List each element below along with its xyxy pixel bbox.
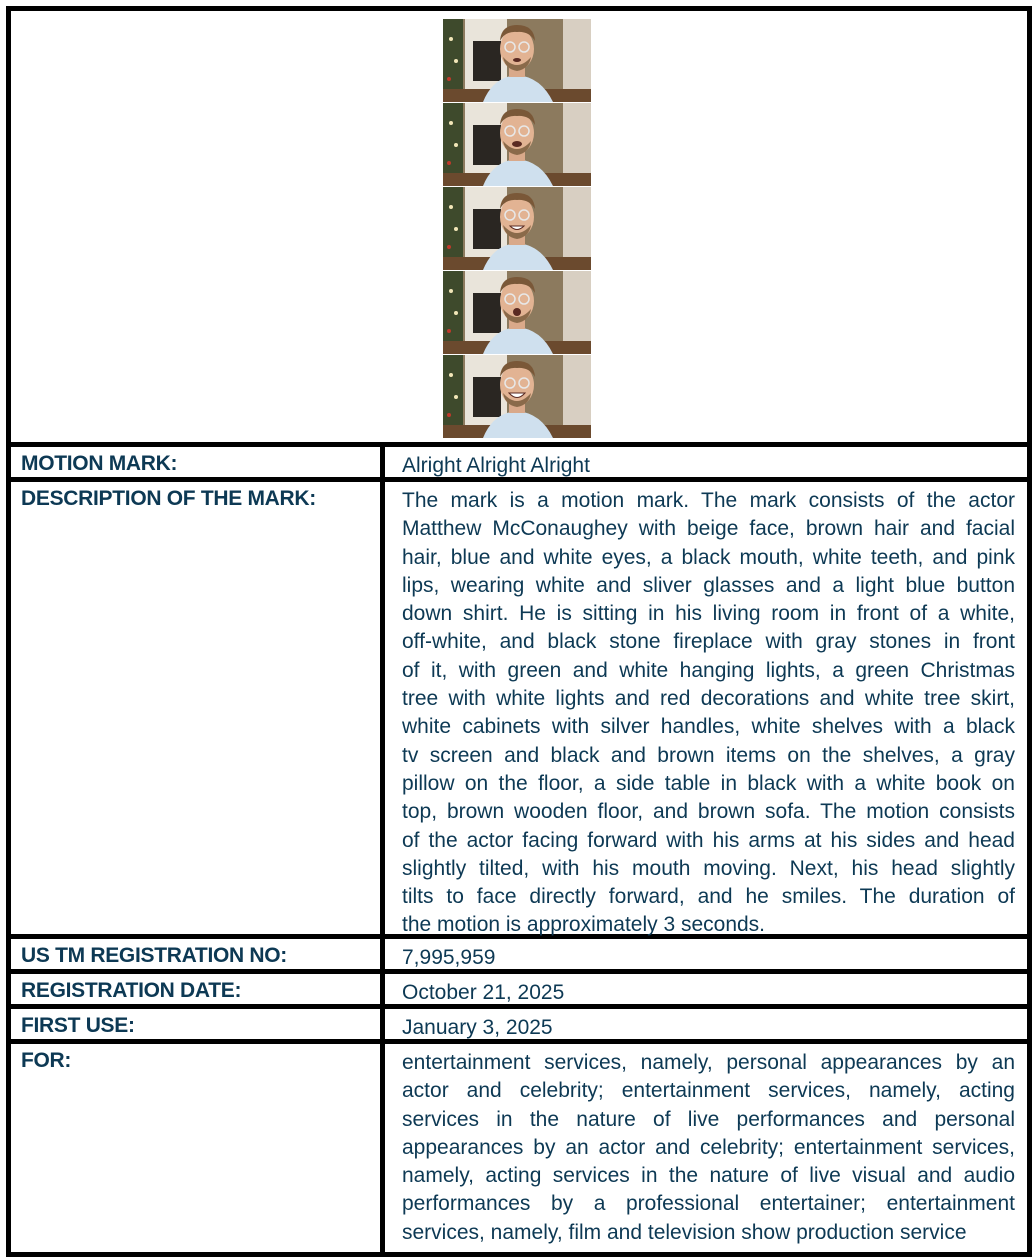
row-description (11, 482, 1027, 939)
registration-date-value: October 21, 2025 (402, 981, 565, 1004)
row-motion-mark (11, 447, 1027, 482)
description-line: tilts to face directly forward, and he smiles. The duration of (402, 885, 1015, 909)
description-line: top, brown wooden floor, and brown sofa. The motion consists (402, 800, 1015, 824)
registration-date-label: REGISTRATION DATE: (11, 974, 385, 1004)
description-line: lips, wearing white and sliver glasses and a light blue button (402, 573, 1015, 597)
description-line: down shirt. He is sitting in his living room in front of a white, (402, 602, 1015, 626)
registration-no-label: US TM REGISTRATION NO: (11, 939, 385, 969)
description-line: Matthew McConaughey with beige face, brown hair and facial (402, 517, 1015, 541)
for-line: appearances by an actor and celebrity; entertainment services, (402, 1135, 1015, 1159)
motion-frame-4 (443, 271, 591, 354)
first-use-value: January 3, 2025 (402, 1016, 553, 1039)
description-line: slightly tilted, with his mouth moving. Next, his head slightly (402, 856, 1015, 880)
row-for (11, 1044, 1027, 1252)
for-label: FOR: (11, 1044, 385, 1252)
motion-mark-frames (443, 19, 591, 439)
motion-frame-5 (443, 355, 591, 438)
for-line: namely, acting services in the nature of live visual and audio (402, 1164, 1015, 1188)
for-line: performances by a professional entertainer; entertainment (402, 1192, 1015, 1216)
motion-frame-1 (443, 19, 591, 102)
description-line: tree with white lights and red decorations and white tree skirt, (402, 687, 1015, 711)
motion-frame-2 (443, 103, 591, 186)
description-line: The mark is a motion mark. The mark consists of the actor (402, 489, 1015, 512)
description-line: hair, blue and white eyes, a black mouth, white teeth, and pink (402, 545, 1015, 569)
description-line: of it, with green and white hanging lights, a green Christmas (402, 658, 1015, 682)
motion-mark-value: Alright Alright Alright (402, 454, 590, 477)
description-label: DESCRIPTION OF THE MARK: (11, 482, 385, 934)
description-line: tv screen and black and brown items on the shelves, a gray (402, 743, 1015, 767)
for-line: services in the nature of live performances and personal (402, 1107, 1015, 1131)
registration-no-value: 7,995,959 (402, 946, 496, 969)
for-line: entertainment services, namely, personal appearances by an (402, 1051, 1015, 1074)
description-line: white cabinets with silver handles, white shelves with a black (402, 715, 1015, 739)
trademark-record-table (6, 6, 1032, 1257)
for-value (390, 1044, 1027, 1252)
mark-image-cell (11, 11, 1027, 447)
description-line: of the actor facing forward with his arms at his sides and head (402, 828, 1015, 852)
description-line: off-white, and black stone fireplace with gray stones in front (402, 630, 1015, 654)
row-registration-no (11, 939, 1027, 974)
for-line: services, namely, film and television show production service (402, 1220, 967, 1244)
description-value (390, 482, 1027, 937)
first-use-label: FIRST USE: (11, 1009, 385, 1039)
description-line: the motion is approximately 3 seconds. (402, 913, 766, 937)
motion-frame-3 (443, 187, 591, 270)
for-line: actor and celebrity; entertainment services, namely, acting (402, 1079, 1015, 1103)
row-first-use (11, 1009, 1027, 1044)
description-line: pillow on the floor, a side table in black with a white book on (402, 771, 1015, 795)
row-registration-date (11, 974, 1027, 1009)
motion-mark-label: MOTION MARK: (11, 447, 385, 477)
